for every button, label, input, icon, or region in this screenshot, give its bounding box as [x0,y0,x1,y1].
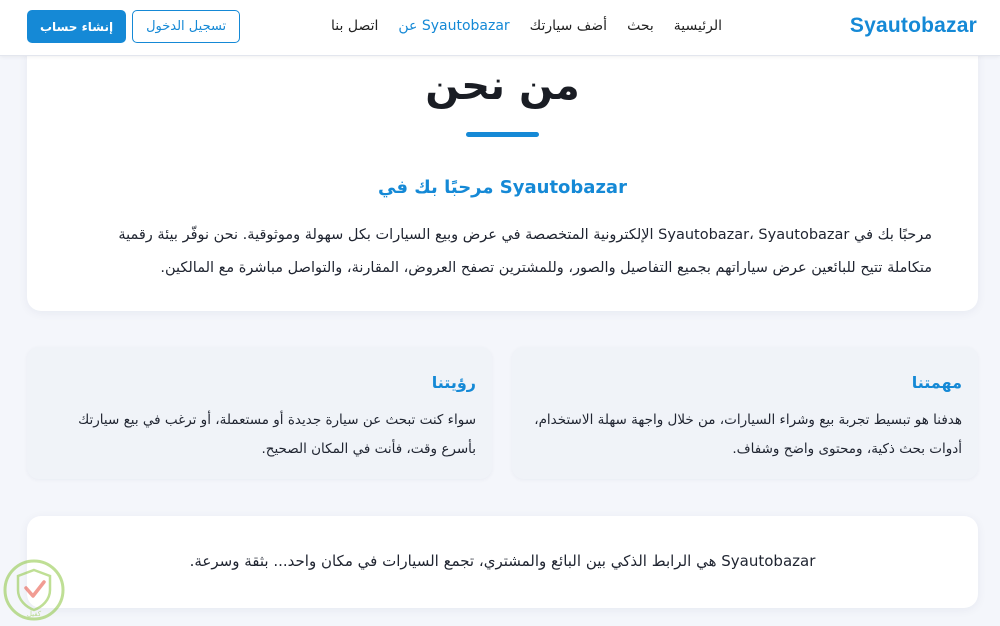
tagline-card [27,516,978,608]
about-subtitle: مرحبًا بك في Syautobazar [378,177,627,198]
about-text: مرحبًا بك في Syautobazar، Syautobazar الإلكترونية المتخصصة في عرض وبيع السيارات بكل سهولة وموثوقية. نحن نوفّر بيئة رقمية متكاملة تتيح للبائعين عرض سياراتهم بجميع التفاصيل والصور، وللمشترين تصفح العروض، المقارنة، والتواصل مباشرة مع المالكين. [118,227,932,276]
mission-heading: مهمتنا [911,373,962,392]
svg-text:كفيل: كفيل [26,610,42,618]
login-button[interactable]: تسجيل الدخول [132,10,240,43]
tagline-text: Syautobazar هي الرابط الذكي بين البائع والمشتري، تجمع السيارات في مكان واحد... بثقة وسرعة. [189,552,816,570]
mission-text: هدفنا هو تبسيط تجربة بيع وشراء السيارات، من خلال واجهة سهلة الاستخدام، أدوات بحث ذكية، ومحتوى واضح وشفاف. [534,412,962,457]
nav-home[interactable]: الرئيسية [673,18,722,34]
auth-buttons [27,10,240,43]
nav-add-car[interactable]: أضف سيارتك [529,18,608,34]
nav-about[interactable]: عن Syautobazar [398,18,510,34]
nav-search[interactable]: بحث [627,18,654,34]
watermark-logo [2,558,66,622]
navbar [0,0,1000,56]
about-card [27,40,978,311]
vision-card [27,347,492,479]
shield-icon [2,558,66,622]
mission-card [512,347,978,479]
page-title: من نحن [425,63,580,109]
brand-logo[interactable]: Syautobazar [849,14,977,37]
title-underline [466,132,539,137]
vision-text: سواء كنت تبحث عن سيارة جديدة أو مستعملة، أو ترغب في بيع سيارتك بأسرع وقت، فأنت في المكان الصحيح. [78,412,476,457]
nav-contact[interactable]: اتصل بنا [331,18,379,34]
vision-heading: رؤيتنا [431,373,476,392]
signup-button[interactable]: إنشاء حساب [27,10,126,43]
main-nav [331,18,722,34]
